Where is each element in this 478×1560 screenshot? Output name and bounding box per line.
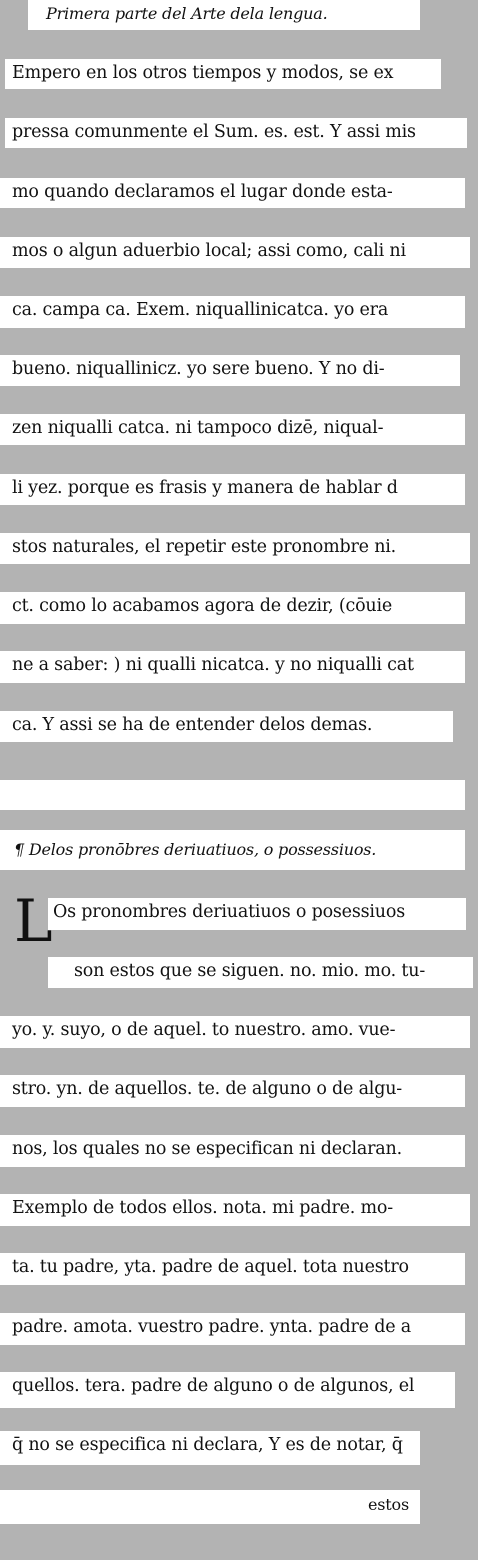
text-line-strip [0, 1372, 455, 1408]
text-line-strip [48, 957, 473, 988]
text-line: ca. campa ca. Exem. niquallinicatca. yo era [12, 300, 389, 320]
text-line-strip [5, 118, 467, 148]
text-line-strip [0, 592, 465, 624]
text-line: mo quando declaramos el lugar donde esta- [12, 182, 393, 202]
text-line-strip [0, 1194, 470, 1226]
text-line: ta. tu padre, yta. padre de aquel. tota nuestro [12, 1257, 409, 1277]
text-line: quellos. tera. padre de alguno o de algunos, el [12, 1376, 415, 1396]
text-line-strip [0, 1253, 465, 1285]
blank-line-strip [0, 780, 465, 810]
text-line: nos, los quales no se especifican ni declaran. [12, 1139, 402, 1159]
text-line-strip [0, 533, 470, 564]
text-line-strip [0, 355, 460, 386]
text-line: Exemplo de todos ellos. nota. mi padre. mo- [12, 1198, 393, 1218]
running-title: Primera parte del Arte dela lengua. [46, 4, 328, 23]
text-line: zen niqualli catca. ni tampoco dizē, niqual- [12, 418, 384, 438]
text-line: ct. como lo acabamos agora de dezir, (cōuie [12, 596, 393, 616]
section-heading: ¶ Delos pronōbres deriuatiuos, o possessiuos. [14, 840, 377, 859]
drop-cap: L [14, 887, 53, 955]
text-line: padre. amota. vuestro padre. ynta. padre de a [12, 1317, 411, 1337]
text-line: Os pronombres deriuatiuos o posessiuos [53, 902, 405, 922]
text-line-strip [0, 296, 465, 328]
text-line: li yez. porque es frasis y manera de hablar d [12, 478, 398, 498]
text-line-strip [0, 178, 465, 208]
text-line-strip [0, 1313, 465, 1345]
text-line-strip [0, 237, 470, 268]
catchword: estos [368, 1495, 409, 1514]
text-line: stos naturales, el repetir este pronombre ni. [12, 537, 397, 557]
running-header-strip [28, 0, 420, 30]
text-line: mos o algun aduerbio local; assi como, cali ni [12, 241, 406, 261]
text-line: ca. Y assi se ha de entender delos demas. [12, 715, 373, 735]
catchword-strip [0, 1490, 420, 1524]
text-line-strip [0, 1075, 465, 1107]
text-line: ne a saber: ) ni qualli nicatca. y no niqualli cat [12, 655, 414, 675]
text-line-strip [0, 414, 465, 445]
text-line: pressa comunmente el Sum. es. est. Y assi mis [12, 122, 416, 142]
text-line: yo. y. suyo, o de aquel. to nuestro. amo. vue- [12, 1020, 396, 1040]
text-line-strip [0, 651, 465, 683]
text-line-strip [0, 711, 453, 742]
text-line: q̄ no se especifica ni declara, Y es de notar, q̄ [12, 1435, 403, 1455]
section-heading-strip [0, 830, 465, 870]
text-line-strip [0, 1431, 420, 1465]
text-line: stro. yn. de aquellos. te. de alguno o de algu- [12, 1079, 402, 1099]
text-line-strip [0, 1135, 465, 1167]
text-line-strip [5, 59, 441, 89]
text-line-strip [0, 1016, 470, 1048]
text-line: bueno. niquallinicz. yo sere bueno. Y no di- [12, 359, 385, 379]
text-line-strip [0, 474, 465, 505]
text-line: Empero en los otros tiempos y modos, se ex [12, 63, 394, 83]
text-line-strip [48, 898, 466, 930]
text-line: son estos que se siguen. no. mio. mo. tu- [74, 961, 426, 981]
